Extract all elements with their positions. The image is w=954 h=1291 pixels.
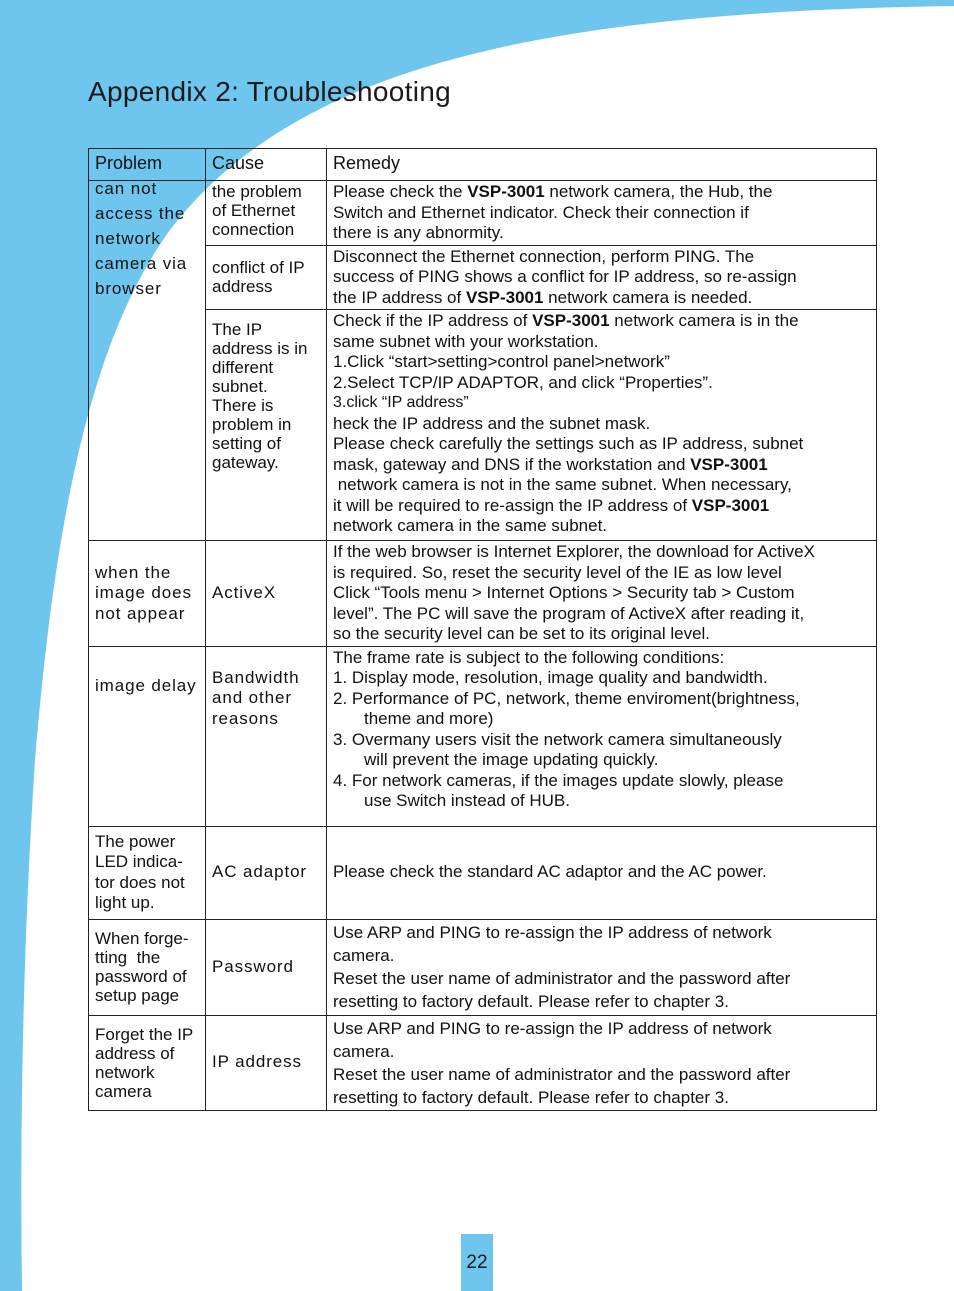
cause-cell: ActiveX xyxy=(206,541,327,647)
table-row xyxy=(89,541,877,647)
cause-cell xyxy=(206,181,327,246)
page-title: Appendix 2: Troubleshooting xyxy=(88,76,452,107)
remedy-line: Reset the user name of administrator and the password after xyxy=(333,968,791,988)
remedy-cell xyxy=(327,1015,877,1110)
remedy-line: it will be required to re-assign the IP address of VSP-3001 xyxy=(333,495,770,515)
cause-line: and other xyxy=(212,688,292,707)
troubleshooting-table xyxy=(88,148,877,1111)
problem-line: not appear xyxy=(95,603,186,623)
remedy-line: Use ARP and PING to re-assign the IP address of network xyxy=(333,922,772,942)
header-cause: Cause xyxy=(206,149,327,181)
cause-line: reasons xyxy=(212,708,279,728)
remedy-line: Click “Tools menu > Internet Options > Security tab > Custom xyxy=(333,583,795,602)
problem-cell xyxy=(89,541,206,647)
problem-line: The power xyxy=(95,831,176,851)
remedy-line: Please check carefully the settings such as IP address, subnet xyxy=(333,434,804,453)
model-name: VSP-3001 xyxy=(532,311,610,330)
remedy-line: 3.click “IP address” xyxy=(333,394,469,411)
problem-line: tting the xyxy=(95,948,161,967)
remedy-line: Use ARP and PING to re-assign the IP address of network xyxy=(333,1018,772,1038)
cause-line: the problem xyxy=(212,182,302,201)
problem-line: access the xyxy=(95,204,186,223)
table-header-row xyxy=(89,149,877,181)
list-item-continued: theme and more) xyxy=(364,709,494,728)
remedy-line: camera. xyxy=(333,945,395,965)
cause-cell: IP address xyxy=(206,1015,327,1110)
cause-line: There is xyxy=(212,396,274,415)
problem-line: can not xyxy=(95,180,158,198)
list-item-continued: will prevent the image updating quickly. xyxy=(364,750,659,769)
remedy-line: success of PING shows a conflict for IP address, so re-assign xyxy=(333,267,797,286)
remedy-cell xyxy=(327,310,877,541)
problem-line: Forget the IP xyxy=(95,1024,194,1044)
remedy-line: If the web browser is Internet Explorer, the download for ActiveX xyxy=(333,542,815,561)
problem-line: password of xyxy=(95,967,187,986)
table-row xyxy=(89,919,877,1015)
list-item-continued: use Switch instead of HUB. xyxy=(364,791,570,810)
problem-line: tor does not xyxy=(95,872,185,892)
remedy-line: camera. xyxy=(333,1041,395,1061)
remedy-cell xyxy=(327,245,877,310)
cause-cell xyxy=(206,245,327,310)
cause-line: The IP xyxy=(212,320,263,339)
remedy-line: The frame rate is subject to the following conditions: xyxy=(333,647,725,667)
remedy-line: heck the IP address and the subnet mask. xyxy=(333,413,651,433)
table-row xyxy=(89,646,877,826)
cause-line: setting of xyxy=(212,434,281,453)
remedy-line: network camera is not in the same subnet. When necessary, xyxy=(333,475,792,494)
list-item: 1. Display mode, resolution, image quality and bandwidth. xyxy=(333,668,768,687)
list-item: 2. Performance of PC, network, theme enviroment(brightness, xyxy=(333,688,800,708)
problem-cell xyxy=(89,1015,206,1110)
cause-line: problem in xyxy=(212,415,292,434)
table-row xyxy=(89,826,877,919)
problem-cell xyxy=(89,646,206,826)
problem-line: setup page xyxy=(95,986,180,1005)
remedy-line: there is any abnormity. xyxy=(333,223,504,242)
list-item: 3. Overmany users visit the network camera simultaneously xyxy=(333,729,782,749)
problem-line: image delay xyxy=(95,675,197,695)
remedy-line: is required. So, reset the security level of the IE as low level xyxy=(333,562,782,582)
remedy-line: 1.Click “start>setting>control panel>network” xyxy=(333,352,670,371)
problem-line: When forge- xyxy=(95,929,189,948)
remedy-line: the IP address of VSP-3001 network camera is needed. xyxy=(333,287,753,307)
cause-line: address is in xyxy=(212,339,308,358)
remedy-cell xyxy=(327,919,877,1015)
remedy-cell xyxy=(327,181,877,246)
header-problem: Problem xyxy=(89,149,206,181)
remedy-line: Switch and Ethernet indicator. Check their connection if xyxy=(333,202,749,222)
page-number: 22 xyxy=(461,1234,493,1291)
remedy-line: resetting to factory default. Please refer to chapter 3. xyxy=(333,1087,729,1107)
cause-line: of Ethernet xyxy=(212,201,296,220)
problem-line: LED indica- xyxy=(95,852,183,871)
header-remedy: Remedy xyxy=(327,149,877,181)
table-row xyxy=(89,310,877,541)
model-name: VSP-3001 xyxy=(690,454,768,474)
problem-line: light up. xyxy=(95,893,155,912)
remedy-cell xyxy=(327,646,877,826)
problem-cell xyxy=(89,181,206,541)
table-row xyxy=(89,1015,877,1110)
cause-line: gateway. xyxy=(212,453,279,472)
remedy-line: level”. The PC will save the program of ActiveX after reading it, xyxy=(333,603,805,623)
cause-line: address xyxy=(212,277,273,297)
problem-line: browser xyxy=(95,279,162,298)
remedy-cell xyxy=(327,541,877,647)
remedy-line: so the security level can be set to its original level. xyxy=(333,624,711,643)
model-name: VSP-3001 xyxy=(465,287,544,307)
remedy-line: same subnet with your workstation. xyxy=(333,331,599,351)
problem-line: image does xyxy=(95,583,192,602)
model-name: VSP-3001 xyxy=(691,495,770,515)
table-row xyxy=(89,181,877,246)
problem-cell xyxy=(89,826,206,919)
remedy-line: Disconnect the Ethernet connection, perform PING. The xyxy=(333,246,755,266)
remedy-line: Reset the user name of administrator and the password after xyxy=(333,1064,791,1084)
cause-line: conflict of IP xyxy=(212,258,305,278)
problem-line: camera via xyxy=(95,254,188,273)
cause-cell xyxy=(206,646,327,826)
problem-line: address of xyxy=(95,1043,175,1063)
problem-line: camera xyxy=(95,1081,152,1101)
remedy-line: network camera in the same subnet. xyxy=(333,516,608,535)
remedy-line: mask, gateway and DNS if the workstation and VSP-3001 xyxy=(333,454,768,474)
remedy-line: Please check the VSP-3001 network camera, the Hub, the xyxy=(333,182,773,201)
cause-cell: AC adaptor xyxy=(206,826,327,919)
cause-line: connection xyxy=(212,220,295,239)
cause-line: subnet. xyxy=(212,377,268,396)
remedy-line: Check if the IP address of VSP-3001 network camera is in the xyxy=(333,311,799,330)
problem-cell xyxy=(89,919,206,1015)
cause-line: Bandwidth xyxy=(212,667,300,687)
table-row xyxy=(89,245,877,310)
remedy-line: 2.Select TCP/IP ADAPTOR, and click “Properties”. xyxy=(333,372,713,392)
list-item: 4. For network cameras, if the images update slowly, please xyxy=(333,770,784,790)
cause-line: different xyxy=(212,358,274,377)
cause-cell xyxy=(206,310,327,541)
problem-line: network xyxy=(95,229,161,248)
problem-line: network xyxy=(95,1062,155,1082)
remedy-cell: Please check the standard AC adaptor and the AC power. xyxy=(327,826,877,919)
remedy-line: resetting to factory default. Please refer to chapter 3. xyxy=(333,991,729,1011)
cause-cell: Password xyxy=(206,919,327,1015)
model-name: VSP-3001 xyxy=(467,182,545,201)
problem-line: when the xyxy=(95,562,172,582)
